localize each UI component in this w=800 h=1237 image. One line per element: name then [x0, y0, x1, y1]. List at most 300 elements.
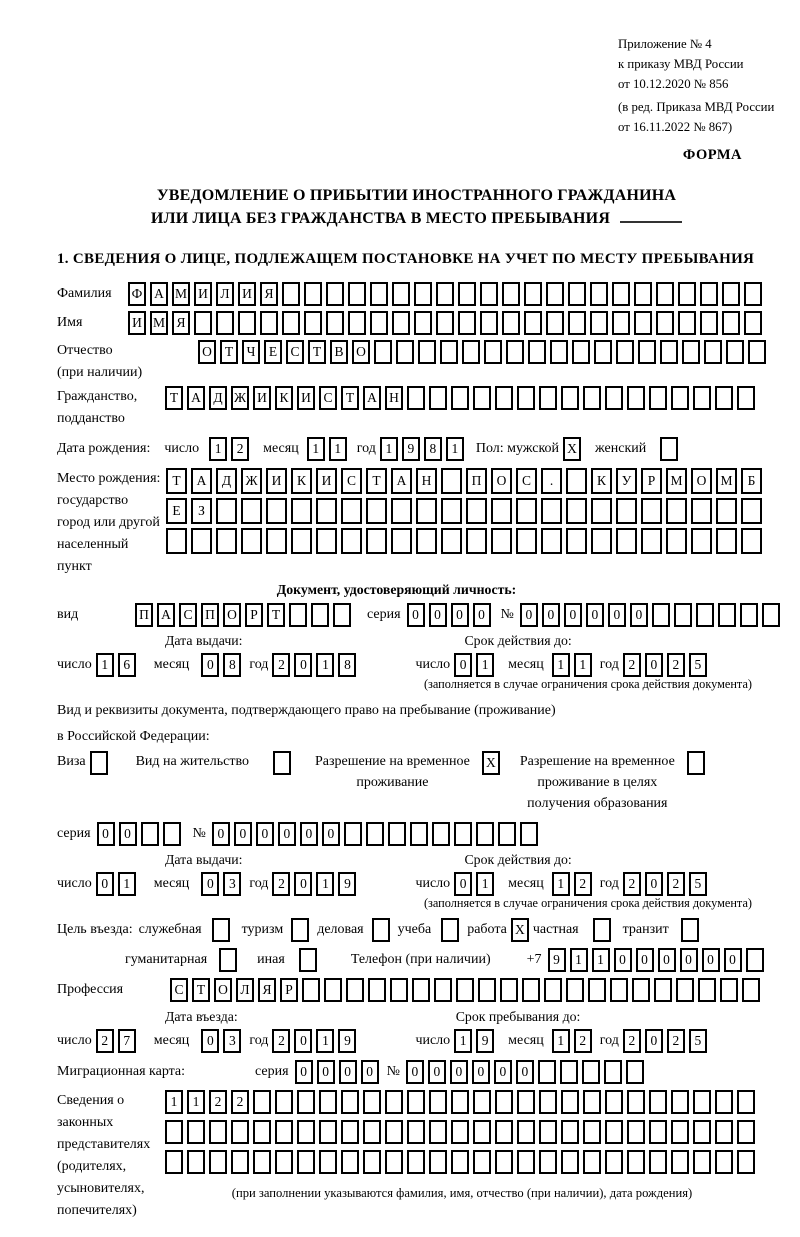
char-box[interactable]: С	[341, 468, 362, 494]
char-box[interactable]	[704, 340, 722, 364]
char-box[interactable]	[385, 1150, 403, 1174]
char-box[interactable]	[219, 948, 237, 972]
char-box[interactable]	[720, 978, 738, 1002]
char-box[interactable]	[441, 918, 459, 942]
char-box[interactable]	[495, 386, 513, 410]
char-box[interactable]	[693, 1090, 711, 1114]
char-box[interactable]	[681, 918, 699, 942]
char-box[interactable]: А	[150, 282, 168, 306]
char-box[interactable]	[491, 528, 512, 554]
char-box[interactable]	[407, 1150, 425, 1174]
char-box[interactable]	[671, 386, 689, 410]
char-box[interactable]	[561, 1090, 579, 1114]
char-box[interactable]: Т	[366, 468, 387, 494]
char-box[interactable]: 1	[454, 1029, 472, 1053]
char-box[interactable]: 0	[234, 822, 252, 846]
char-box[interactable]	[414, 282, 432, 306]
char-box[interactable]	[616, 528, 637, 554]
char-box[interactable]: И	[194, 282, 212, 306]
char-box[interactable]	[478, 978, 496, 1002]
char-box[interactable]	[319, 1150, 337, 1174]
char-box[interactable]: Л	[216, 282, 234, 306]
char-box[interactable]	[324, 978, 342, 1002]
char-box[interactable]	[516, 528, 537, 554]
char-box[interactable]	[346, 978, 364, 1002]
char-box[interactable]: М	[716, 468, 737, 494]
char-box[interactable]	[302, 978, 320, 1002]
char-box[interactable]: 0	[119, 822, 137, 846]
char-box[interactable]	[451, 386, 469, 410]
char-box[interactable]: 5	[689, 1029, 707, 1053]
char-box[interactable]: С	[170, 978, 188, 1002]
char-box[interactable]	[566, 498, 587, 524]
char-box[interactable]: И	[128, 311, 146, 335]
char-box[interactable]: 9	[338, 1029, 356, 1053]
char-box[interactable]	[341, 528, 362, 554]
char-box[interactable]	[429, 1150, 447, 1174]
char-box[interactable]: 0	[472, 1060, 490, 1084]
char-box[interactable]	[407, 386, 425, 410]
char-box[interactable]	[385, 1120, 403, 1144]
char-box[interactable]: 2	[623, 872, 641, 896]
char-box[interactable]	[524, 311, 542, 335]
char-box[interactable]: 0	[97, 822, 115, 846]
char-box[interactable]	[165, 1150, 183, 1174]
char-box[interactable]	[691, 528, 712, 554]
char-box[interactable]	[568, 311, 586, 335]
char-box[interactable]	[627, 1090, 645, 1114]
char-box[interactable]	[429, 1090, 447, 1114]
char-box[interactable]	[366, 822, 384, 846]
char-box[interactable]	[326, 311, 344, 335]
char-box[interactable]: 0	[658, 948, 676, 972]
char-box[interactable]	[716, 528, 737, 554]
char-box[interactable]: 0	[542, 603, 560, 627]
char-box[interactable]	[388, 822, 406, 846]
char-box[interactable]: 1	[316, 872, 334, 896]
char-box[interactable]	[231, 1120, 249, 1144]
char-box[interactable]	[649, 1150, 667, 1174]
char-box[interactable]	[363, 1150, 381, 1174]
char-box[interactable]: 0	[339, 1060, 357, 1084]
char-box[interactable]	[671, 1090, 689, 1114]
char-box[interactable]	[212, 918, 230, 942]
char-box[interactable]	[391, 498, 412, 524]
char-box[interactable]	[374, 340, 392, 364]
char-box[interactable]: 0	[295, 1060, 313, 1084]
char-box[interactable]	[480, 311, 498, 335]
char-box[interactable]: 1	[380, 437, 398, 461]
char-box[interactable]	[678, 282, 696, 306]
char-box[interactable]	[726, 340, 744, 364]
char-box[interactable]: 2	[209, 1090, 227, 1114]
char-box[interactable]	[687, 751, 705, 775]
char-box[interactable]: С	[516, 468, 537, 494]
char-box[interactable]: Н	[385, 386, 403, 410]
char-box[interactable]	[456, 978, 474, 1002]
char-box[interactable]: 9	[338, 872, 356, 896]
char-box[interactable]	[238, 311, 256, 335]
char-box[interactable]: А	[187, 386, 205, 410]
char-box[interactable]: 1	[316, 653, 334, 677]
char-box[interactable]	[748, 340, 766, 364]
char-box[interactable]: X	[563, 437, 581, 461]
char-box[interactable]	[627, 1120, 645, 1144]
char-box[interactable]: 1	[592, 948, 610, 972]
char-box[interactable]	[696, 603, 714, 627]
char-box[interactable]	[391, 528, 412, 554]
char-box[interactable]	[429, 386, 447, 410]
char-box[interactable]	[502, 311, 520, 335]
char-box[interactable]: 0	[608, 603, 626, 627]
char-box[interactable]: 2	[667, 653, 685, 677]
char-box[interactable]: У	[616, 468, 637, 494]
char-box[interactable]: Ж	[231, 386, 249, 410]
char-box[interactable]	[746, 948, 764, 972]
char-box[interactable]	[656, 282, 674, 306]
char-box[interactable]: 1	[329, 437, 347, 461]
char-box[interactable]	[649, 386, 667, 410]
char-box[interactable]	[484, 340, 502, 364]
char-box[interactable]	[476, 822, 494, 846]
char-box[interactable]	[370, 311, 388, 335]
char-box[interactable]	[652, 603, 670, 627]
char-box[interactable]	[666, 498, 687, 524]
char-box[interactable]	[275, 1150, 293, 1174]
char-box[interactable]: .	[541, 468, 562, 494]
char-box[interactable]	[407, 1090, 425, 1114]
char-box[interactable]	[231, 1150, 249, 1174]
char-box[interactable]: 0	[96, 872, 114, 896]
char-box[interactable]: 1	[118, 872, 136, 896]
char-box[interactable]: 0	[361, 1060, 379, 1084]
char-box[interactable]	[682, 340, 700, 364]
char-box[interactable]: 1	[446, 437, 464, 461]
char-box[interactable]	[326, 282, 344, 306]
char-box[interactable]: И	[253, 386, 271, 410]
char-box[interactable]	[566, 978, 584, 1002]
char-box[interactable]: 7	[118, 1029, 136, 1053]
char-box[interactable]	[741, 528, 762, 554]
char-box[interactable]: Т	[166, 468, 187, 494]
char-box[interactable]	[693, 1150, 711, 1174]
char-box[interactable]: К	[275, 386, 293, 410]
char-box[interactable]: 0	[636, 948, 654, 972]
char-box[interactable]	[187, 1150, 205, 1174]
char-box[interactable]: Ф	[128, 282, 146, 306]
char-box[interactable]	[634, 311, 652, 335]
char-box[interactable]	[333, 603, 351, 627]
char-box[interactable]: 1	[165, 1090, 183, 1114]
char-box[interactable]: С	[179, 603, 197, 627]
char-box[interactable]	[506, 340, 524, 364]
char-box[interactable]	[516, 498, 537, 524]
char-box[interactable]: 0	[454, 653, 472, 677]
char-box[interactable]	[737, 386, 755, 410]
char-box[interactable]	[434, 978, 452, 1002]
char-box[interactable]	[524, 282, 542, 306]
char-box[interactable]	[348, 282, 366, 306]
char-box[interactable]	[209, 1150, 227, 1174]
char-box[interactable]	[291, 528, 312, 554]
char-box[interactable]	[744, 282, 762, 306]
char-box[interactable]: М	[172, 282, 190, 306]
char-box[interactable]	[528, 340, 546, 364]
char-box[interactable]	[737, 1120, 755, 1144]
char-box[interactable]	[495, 1120, 513, 1144]
char-box[interactable]: Т	[308, 340, 326, 364]
char-box[interactable]: 0	[724, 948, 742, 972]
char-box[interactable]: 0	[278, 822, 296, 846]
char-box[interactable]: М	[150, 311, 168, 335]
char-box[interactable]	[616, 340, 634, 364]
char-box[interactable]	[546, 311, 564, 335]
char-box[interactable]: Т	[192, 978, 210, 1002]
char-box[interactable]	[541, 498, 562, 524]
char-box[interactable]	[194, 311, 212, 335]
char-box[interactable]	[316, 528, 337, 554]
char-box[interactable]: Ж	[241, 468, 262, 494]
char-box[interactable]	[209, 1120, 227, 1144]
char-box[interactable]	[216, 528, 237, 554]
char-box[interactable]	[715, 1150, 733, 1174]
char-box[interactable]: М	[666, 468, 687, 494]
char-box[interactable]: 0	[428, 1060, 446, 1084]
char-box[interactable]: О	[214, 978, 232, 1002]
char-box[interactable]: 5	[689, 653, 707, 677]
char-box[interactable]: 8	[223, 653, 241, 677]
char-box[interactable]	[341, 1120, 359, 1144]
char-box[interactable]: 0	[322, 822, 340, 846]
char-box[interactable]	[649, 1090, 667, 1114]
char-box[interactable]	[583, 1090, 601, 1114]
char-box[interactable]: 9	[548, 948, 566, 972]
char-box[interactable]: 0	[201, 872, 219, 896]
char-box[interactable]: 0	[614, 948, 632, 972]
char-box[interactable]	[304, 282, 322, 306]
char-box[interactable]: 0	[294, 1029, 312, 1053]
char-box[interactable]: 1	[552, 872, 570, 896]
char-box[interactable]: 9	[476, 1029, 494, 1053]
char-box[interactable]	[414, 311, 432, 335]
char-box[interactable]	[187, 1120, 205, 1144]
char-box[interactable]: 0	[212, 822, 230, 846]
char-box[interactable]: 3	[223, 872, 241, 896]
char-box[interactable]	[348, 311, 366, 335]
char-box[interactable]	[466, 528, 487, 554]
char-box[interactable]	[716, 498, 737, 524]
char-box[interactable]	[436, 282, 454, 306]
char-box[interactable]	[550, 340, 568, 364]
char-box[interactable]	[166, 528, 187, 554]
char-box[interactable]: О	[198, 340, 216, 364]
char-box[interactable]: Е	[166, 498, 187, 524]
char-box[interactable]: 1	[96, 653, 114, 677]
char-box[interactable]: Я	[258, 978, 276, 1002]
char-box[interactable]: Р	[641, 468, 662, 494]
char-box[interactable]	[216, 311, 234, 335]
char-box[interactable]	[604, 1060, 622, 1084]
char-box[interactable]	[605, 1090, 623, 1114]
char-box[interactable]	[366, 498, 387, 524]
char-box[interactable]	[370, 282, 388, 306]
char-box[interactable]: 0	[516, 1060, 534, 1084]
char-box[interactable]	[627, 1150, 645, 1174]
char-box[interactable]: К	[291, 468, 312, 494]
char-box[interactable]	[441, 528, 462, 554]
char-box[interactable]	[291, 918, 309, 942]
char-box[interactable]	[654, 978, 672, 1002]
char-box[interactable]	[538, 1060, 556, 1084]
char-box[interactable]	[715, 386, 733, 410]
char-box[interactable]: X	[511, 918, 529, 942]
char-box[interactable]: 2	[574, 872, 592, 896]
char-box[interactable]	[561, 1120, 579, 1144]
char-box[interactable]	[566, 468, 587, 494]
char-box[interactable]: А	[157, 603, 175, 627]
char-box[interactable]: О	[223, 603, 241, 627]
char-box[interactable]	[517, 1090, 535, 1114]
char-box[interactable]: И	[316, 468, 337, 494]
char-box[interactable]	[632, 978, 650, 1002]
char-box[interactable]	[698, 978, 716, 1002]
char-box[interactable]	[275, 1120, 293, 1144]
char-box[interactable]: 8	[338, 653, 356, 677]
char-box[interactable]: 0	[645, 872, 663, 896]
char-box[interactable]: Ч	[242, 340, 260, 364]
char-box[interactable]: И	[297, 386, 315, 410]
char-box[interactable]: С	[286, 340, 304, 364]
char-box[interactable]	[591, 528, 612, 554]
char-box[interactable]: Р	[280, 978, 298, 1002]
char-box[interactable]	[454, 822, 472, 846]
char-box[interactable]	[291, 498, 312, 524]
char-box[interactable]	[368, 978, 386, 1002]
char-box[interactable]	[590, 282, 608, 306]
char-box[interactable]: 2	[272, 653, 290, 677]
char-box[interactable]: И	[238, 282, 256, 306]
char-box[interactable]: 1	[209, 437, 227, 461]
char-box[interactable]: Е	[264, 340, 282, 364]
char-box[interactable]	[517, 1120, 535, 1144]
char-box[interactable]: 2	[623, 653, 641, 677]
char-box[interactable]	[539, 1150, 557, 1174]
char-box[interactable]	[660, 437, 678, 461]
char-box[interactable]: П	[135, 603, 153, 627]
char-box[interactable]	[762, 603, 780, 627]
char-box[interactable]: 2	[623, 1029, 641, 1053]
char-box[interactable]	[495, 1090, 513, 1114]
char-box[interactable]: 0	[451, 603, 469, 627]
char-box[interactable]: 0	[586, 603, 604, 627]
char-box[interactable]	[583, 386, 601, 410]
char-box[interactable]	[544, 978, 562, 1002]
char-box[interactable]	[605, 1120, 623, 1144]
char-box[interactable]: 2	[667, 1029, 685, 1053]
char-box[interactable]: 2	[96, 1029, 114, 1053]
char-box[interactable]: 0	[294, 653, 312, 677]
char-box[interactable]	[304, 311, 322, 335]
char-box[interactable]	[676, 978, 694, 1002]
char-box[interactable]: П	[466, 468, 487, 494]
char-box[interactable]	[715, 1090, 733, 1114]
char-box[interactable]	[266, 498, 287, 524]
char-box[interactable]: 1	[574, 653, 592, 677]
char-box[interactable]	[390, 978, 408, 1002]
char-box[interactable]: 1	[552, 653, 570, 677]
char-box[interactable]	[541, 528, 562, 554]
char-box[interactable]	[616, 498, 637, 524]
char-box[interactable]	[319, 1120, 337, 1144]
char-box[interactable]	[241, 528, 262, 554]
char-box[interactable]	[593, 918, 611, 942]
char-box[interactable]	[297, 1120, 315, 1144]
char-box[interactable]: Д	[216, 468, 237, 494]
char-box[interactable]	[641, 528, 662, 554]
char-box[interactable]	[253, 1120, 271, 1144]
char-box[interactable]	[491, 498, 512, 524]
char-box[interactable]	[594, 340, 612, 364]
char-box[interactable]	[319, 1090, 337, 1114]
char-box[interactable]: 2	[667, 872, 685, 896]
char-box[interactable]	[253, 1150, 271, 1174]
char-box[interactable]	[502, 282, 520, 306]
char-box[interactable]: Р	[245, 603, 263, 627]
char-box[interactable]	[740, 603, 758, 627]
char-box[interactable]: И	[266, 468, 287, 494]
char-box[interactable]	[473, 1120, 491, 1144]
char-box[interactable]	[582, 1060, 600, 1084]
char-box[interactable]	[191, 528, 212, 554]
char-box[interactable]	[363, 1120, 381, 1144]
char-box[interactable]: Т	[220, 340, 238, 364]
char-box[interactable]	[396, 340, 414, 364]
char-box[interactable]	[451, 1090, 469, 1114]
char-box[interactable]	[275, 1090, 293, 1114]
char-box[interactable]	[737, 1090, 755, 1114]
char-box[interactable]: О	[352, 340, 370, 364]
char-box[interactable]: 0	[564, 603, 582, 627]
char-box[interactable]: А	[391, 468, 412, 494]
char-box[interactable]	[462, 340, 480, 364]
char-box[interactable]	[297, 1150, 315, 1174]
char-box[interactable]	[341, 1150, 359, 1174]
char-box[interactable]	[568, 282, 586, 306]
char-box[interactable]	[744, 311, 762, 335]
char-box[interactable]: 0	[201, 653, 219, 677]
char-box[interactable]	[715, 1120, 733, 1144]
char-box[interactable]	[626, 1060, 644, 1084]
char-box[interactable]	[700, 282, 718, 306]
char-box[interactable]	[372, 918, 390, 942]
char-box[interactable]	[266, 528, 287, 554]
char-box[interactable]: Н	[416, 468, 437, 494]
char-box[interactable]	[363, 1090, 381, 1114]
char-box[interactable]: 0	[406, 1060, 424, 1084]
char-box[interactable]	[141, 822, 159, 846]
char-box[interactable]	[299, 948, 317, 972]
char-box[interactable]	[660, 340, 678, 364]
char-box[interactable]	[441, 468, 462, 494]
char-box[interactable]	[392, 282, 410, 306]
char-box[interactable]	[560, 1060, 578, 1084]
char-box[interactable]	[253, 1090, 271, 1114]
char-box[interactable]	[451, 1120, 469, 1144]
char-box[interactable]: 1	[570, 948, 588, 972]
char-box[interactable]	[216, 498, 237, 524]
char-box[interactable]: Т	[267, 603, 285, 627]
char-box[interactable]	[440, 340, 458, 364]
